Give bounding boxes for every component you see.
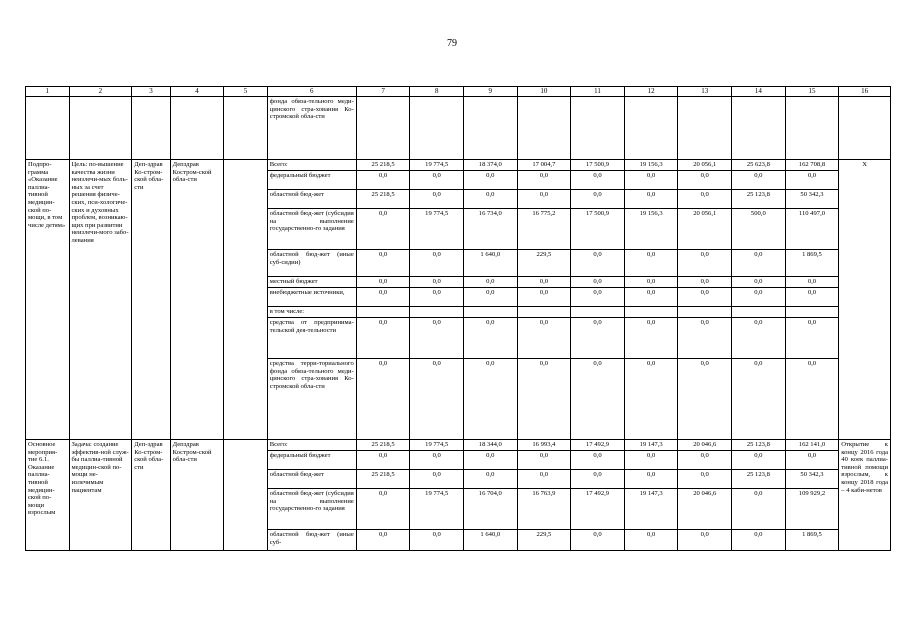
continuation-row <box>26 97 891 160</box>
empty-cell <box>410 97 464 160</box>
column-number: 10 <box>517 87 571 97</box>
value-cell: 0,0 <box>785 451 839 470</box>
value-cell: 0,0 <box>571 171 625 190</box>
header-row <box>26 87 891 97</box>
empty-cell <box>224 440 268 551</box>
column-number: 4 <box>170 87 224 97</box>
value-cell: 20 046,6 <box>678 440 732 451</box>
funding-source-cell: местный бюджет <box>267 277 356 288</box>
value-cell: 16 775,2 <box>517 209 571 250</box>
column-number: 1 <box>26 87 70 97</box>
value-cell: 0,0 <box>356 451 410 470</box>
funding-source-cell: средства терри-ториального фонда обяза-тельного меди-цинского стра-хования Ко-стромской обла-сти <box>267 359 356 440</box>
funding-source-cell: федеральный бюджет <box>267 171 356 190</box>
value-cell: 16 704,0 <box>464 489 518 530</box>
column-number: 9 <box>464 87 518 97</box>
value-cell: 0,0 <box>732 277 786 288</box>
value-cell: 0,0 <box>571 451 625 470</box>
empty-cell <box>678 97 732 160</box>
recipient-cell: Депздрав Костром-ской обла-сти <box>170 160 224 440</box>
value-cell: 16 763,9 <box>517 489 571 530</box>
value-cell: 0,0 <box>356 359 410 440</box>
value-cell: 20 046,6 <box>678 489 732 530</box>
value-cell: 0,0 <box>356 277 410 288</box>
value-cell: 1 640,0 <box>464 250 518 277</box>
value-cell: 0,0 <box>732 250 786 277</box>
value-cell: 17 004,7 <box>517 160 571 171</box>
funding-source-cell: областной бюд-жет (иные суб- <box>267 530 356 551</box>
funding-source-cell: областной бюд-жет <box>267 470 356 489</box>
empty-cell <box>132 97 170 160</box>
empty-cell <box>224 160 268 440</box>
value-cell: 0,0 <box>624 250 678 277</box>
empty-cell <box>624 97 678 160</box>
value-cell: 0,0 <box>678 318 732 359</box>
value-cell: 0,0 <box>624 190 678 209</box>
value-cell: 0,0 <box>571 470 625 489</box>
value-cell: 20 056,1 <box>678 160 732 171</box>
value-cell: 50 342,3 <box>785 190 839 209</box>
value-cell: 0,0 <box>732 288 786 307</box>
value-cell: 0,0 <box>410 250 464 277</box>
funding-source-cell: Всего: <box>267 160 356 171</box>
value-cell <box>464 307 518 318</box>
empty-cell <box>732 97 786 160</box>
page-number: 79 <box>447 38 457 49</box>
column-number: 3 <box>132 87 170 97</box>
table-body <box>26 87 891 551</box>
value-cell: 17 500,9 <box>571 209 625 250</box>
value-cell: 0,0 <box>624 171 678 190</box>
value-cell: 0,0 <box>517 451 571 470</box>
value-cell: 18 374,0 <box>464 160 518 171</box>
value-cell: 162 708,8 <box>785 160 839 171</box>
value-cell: 0,0 <box>624 318 678 359</box>
value-cell: 25 218,5 <box>356 190 410 209</box>
value-cell: 0,0 <box>571 250 625 277</box>
value-cell: 0,0 <box>678 470 732 489</box>
empty-cell <box>571 97 625 160</box>
value-cell: 0,0 <box>464 288 518 307</box>
funding-source-cell: областной бюд-жет <box>267 190 356 209</box>
funding-source-cell: областной бюд-жет (субсидия на выполнение государственно-го задания <box>267 489 356 530</box>
result-cell: Х <box>839 160 891 440</box>
value-cell: 19 147,3 <box>624 440 678 451</box>
value-cell: 0,0 <box>785 318 839 359</box>
value-cell: 0,0 <box>517 470 571 489</box>
value-cell: 0,0 <box>624 359 678 440</box>
value-cell <box>624 307 678 318</box>
value-cell: 0,0 <box>356 209 410 250</box>
table-row <box>26 160 891 171</box>
value-cell: 0,0 <box>678 288 732 307</box>
value-cell: 16 993,4 <box>517 440 571 451</box>
funding-source-cell: внебюджетные источники, <box>267 288 356 307</box>
value-cell: 0,0 <box>517 190 571 209</box>
empty-cell <box>26 97 70 160</box>
column-number: 5 <box>224 87 268 97</box>
value-cell: 0,0 <box>624 277 678 288</box>
value-cell: 162 141,0 <box>785 440 839 451</box>
program-name-cell: Подпро-грамма «Оказание паллиа-тивной медицин-ской по-мощи, в том числе детям» <box>26 160 70 440</box>
value-cell: 0,0 <box>517 277 571 288</box>
value-cell <box>517 307 571 318</box>
value-cell: 0,0 <box>732 171 786 190</box>
value-cell: 0,0 <box>624 470 678 489</box>
value-cell: 0,0 <box>410 470 464 489</box>
funding-source-cell: областной бюд-жет (субсидия на выполнение государственно-го задания <box>267 209 356 250</box>
value-cell: 25 123,8 <box>732 190 786 209</box>
value-cell: 16 734,0 <box>464 209 518 250</box>
column-number: 11 <box>571 87 625 97</box>
value-cell: 18 344,0 <box>464 440 518 451</box>
value-cell: 0,0 <box>678 451 732 470</box>
value-cell: 19 147,3 <box>624 489 678 530</box>
value-cell: 0,0 <box>464 359 518 440</box>
executor-cell: Деп-здрав Ко-стром-ской обла-сти <box>132 160 170 440</box>
funding-source-cell: фонда обяза-тельного меди-цинского стра-хования Ко-стромской обла-сти <box>267 97 356 160</box>
empty-cell <box>839 97 891 160</box>
value-cell: 1 640,0 <box>464 530 518 551</box>
value-cell: 25 123,8 <box>732 470 786 489</box>
value-cell: 0,0 <box>624 530 678 551</box>
value-cell <box>785 307 839 318</box>
table-row <box>26 440 891 451</box>
value-cell: 500,0 <box>732 209 786 250</box>
empty-cell <box>69 97 132 160</box>
value-cell: 0,0 <box>464 470 518 489</box>
value-cell: 0,0 <box>356 250 410 277</box>
value-cell: 25 123,8 <box>732 440 786 451</box>
value-cell: 0,0 <box>464 171 518 190</box>
value-cell: 20 056,1 <box>678 209 732 250</box>
value-cell: 0,0 <box>624 451 678 470</box>
value-cell: 0,0 <box>624 288 678 307</box>
column-number: 2 <box>69 87 132 97</box>
value-cell: 0,0 <box>410 359 464 440</box>
value-cell: 17 492,9 <box>571 440 625 451</box>
column-number: 13 <box>678 87 732 97</box>
value-cell: 0,0 <box>678 530 732 551</box>
column-number: 6 <box>267 87 356 97</box>
funding-source-cell: федеральный бюджет <box>267 451 356 470</box>
value-cell: 0,0 <box>464 451 518 470</box>
column-number: 15 <box>785 87 839 97</box>
value-cell <box>678 307 732 318</box>
value-cell: 0,0 <box>410 530 464 551</box>
value-cell <box>356 307 410 318</box>
funding-source-cell: средства от предпринима-тельской дея-тельности <box>267 318 356 359</box>
value-cell: 0,0 <box>571 190 625 209</box>
value-cell: 0,0 <box>571 318 625 359</box>
value-cell: 0,0 <box>356 318 410 359</box>
value-cell: 19 774,5 <box>410 489 464 530</box>
empty-cell <box>785 97 839 160</box>
program-name-cell: Основное мероприя-тие 6.1. Оказание паллиа-тивной медицин-ской по-мощи взрослым <box>26 440 70 551</box>
value-cell: 0,0 <box>464 277 518 288</box>
value-cell: 25 218,5 <box>356 470 410 489</box>
value-cell: 0,0 <box>571 530 625 551</box>
value-cell: 19 156,3 <box>624 160 678 171</box>
value-cell: 0,0 <box>517 318 571 359</box>
value-cell: 0,0 <box>464 190 518 209</box>
empty-cell <box>356 97 410 160</box>
value-cell: 0,0 <box>732 530 786 551</box>
value-cell: 17 500,9 <box>571 160 625 171</box>
column-number: 7 <box>356 87 410 97</box>
value-cell: 0,0 <box>571 359 625 440</box>
value-cell: 19 156,3 <box>624 209 678 250</box>
value-cell: 229,5 <box>517 530 571 551</box>
value-cell: 0,0 <box>678 359 732 440</box>
value-cell: 0,0 <box>785 359 839 440</box>
value-cell: 0,0 <box>410 277 464 288</box>
goal-cell: Цель: по-вышение качества жизни неизлечи-мых боль-ных за счет решения физиче-ских, пси-хологиче-ских и духовных проблем, возникаю-щих при развитии неизлечи-мого забо-левания <box>69 160 132 440</box>
value-cell: 0,0 <box>356 530 410 551</box>
funding-source-cell: в том числе: <box>267 307 356 318</box>
value-cell: 0,0 <box>732 489 786 530</box>
value-cell: 0,0 <box>571 277 625 288</box>
value-cell: 0,0 <box>410 288 464 307</box>
value-cell: 0,0 <box>517 288 571 307</box>
value-cell: 19 774,5 <box>410 440 464 451</box>
value-cell: 0,0 <box>356 489 410 530</box>
value-cell: 0,0 <box>678 250 732 277</box>
value-cell: 0,0 <box>678 277 732 288</box>
value-cell: 0,0 <box>410 190 464 209</box>
funding-source-cell: Всего: <box>267 440 356 451</box>
value-cell: 0,0 <box>732 318 786 359</box>
value-cell: 25 218,5 <box>356 440 410 451</box>
value-cell: 0,0 <box>517 171 571 190</box>
value-cell <box>571 307 625 318</box>
value-cell: 0,0 <box>571 288 625 307</box>
column-number: 14 <box>732 87 786 97</box>
value-cell: 1 869,5 <box>785 250 839 277</box>
value-cell: 0,0 <box>732 451 786 470</box>
program-table <box>25 86 891 551</box>
value-cell: 0,0 <box>410 171 464 190</box>
value-cell <box>410 307 464 318</box>
value-cell: 0,0 <box>785 277 839 288</box>
value-cell: 0,0 <box>410 318 464 359</box>
value-cell: 19 774,5 <box>410 160 464 171</box>
value-cell: 0,0 <box>785 171 839 190</box>
value-cell: 0,0 <box>678 171 732 190</box>
value-cell: 0,0 <box>678 190 732 209</box>
funding-source-cell: областной бюд-жет (иные суб-сидии) <box>267 250 356 277</box>
value-cell: 109 929,2 <box>785 489 839 530</box>
value-cell: 1 869,5 <box>785 530 839 551</box>
value-cell: 0,0 <box>410 451 464 470</box>
value-cell: 0,0 <box>356 288 410 307</box>
value-cell: 25 218,5 <box>356 160 410 171</box>
empty-cell <box>170 97 224 160</box>
value-cell: 0,0 <box>356 171 410 190</box>
value-cell: 50 342,3 <box>785 470 839 489</box>
value-cell: 0,0 <box>785 288 839 307</box>
value-cell: 19 774,5 <box>410 209 464 250</box>
value-cell: 25 623,8 <box>732 160 786 171</box>
column-number: 8 <box>410 87 464 97</box>
value-cell: 0,0 <box>732 359 786 440</box>
executor-cell: Деп-здрав Ко-стром-ской обла-сти <box>132 440 170 551</box>
result-cell: Открытие к концу 2016 года 40 коек паллиа-тивной помощи взрослым, к концу 2018 года – 4 каби-нетов <box>839 440 891 551</box>
empty-cell <box>464 97 518 160</box>
empty-cell <box>224 97 268 160</box>
empty-cell <box>517 97 571 160</box>
value-cell: 0,0 <box>464 318 518 359</box>
recipient-cell: Депздрав Костром-ской обла-сти <box>170 440 224 551</box>
column-number: 12 <box>624 87 678 97</box>
value-cell: 0,0 <box>517 359 571 440</box>
column-number: 16 <box>839 87 891 97</box>
value-cell: 17 492,9 <box>571 489 625 530</box>
goal-cell: Задача: создание эффектив-ной служ-бы паллиа-тивной медицин-ской по-мощи не-излечимым пациентам <box>69 440 132 551</box>
value-cell: 110 497,0 <box>785 209 839 250</box>
value-cell <box>732 307 786 318</box>
value-cell: 229,5 <box>517 250 571 277</box>
